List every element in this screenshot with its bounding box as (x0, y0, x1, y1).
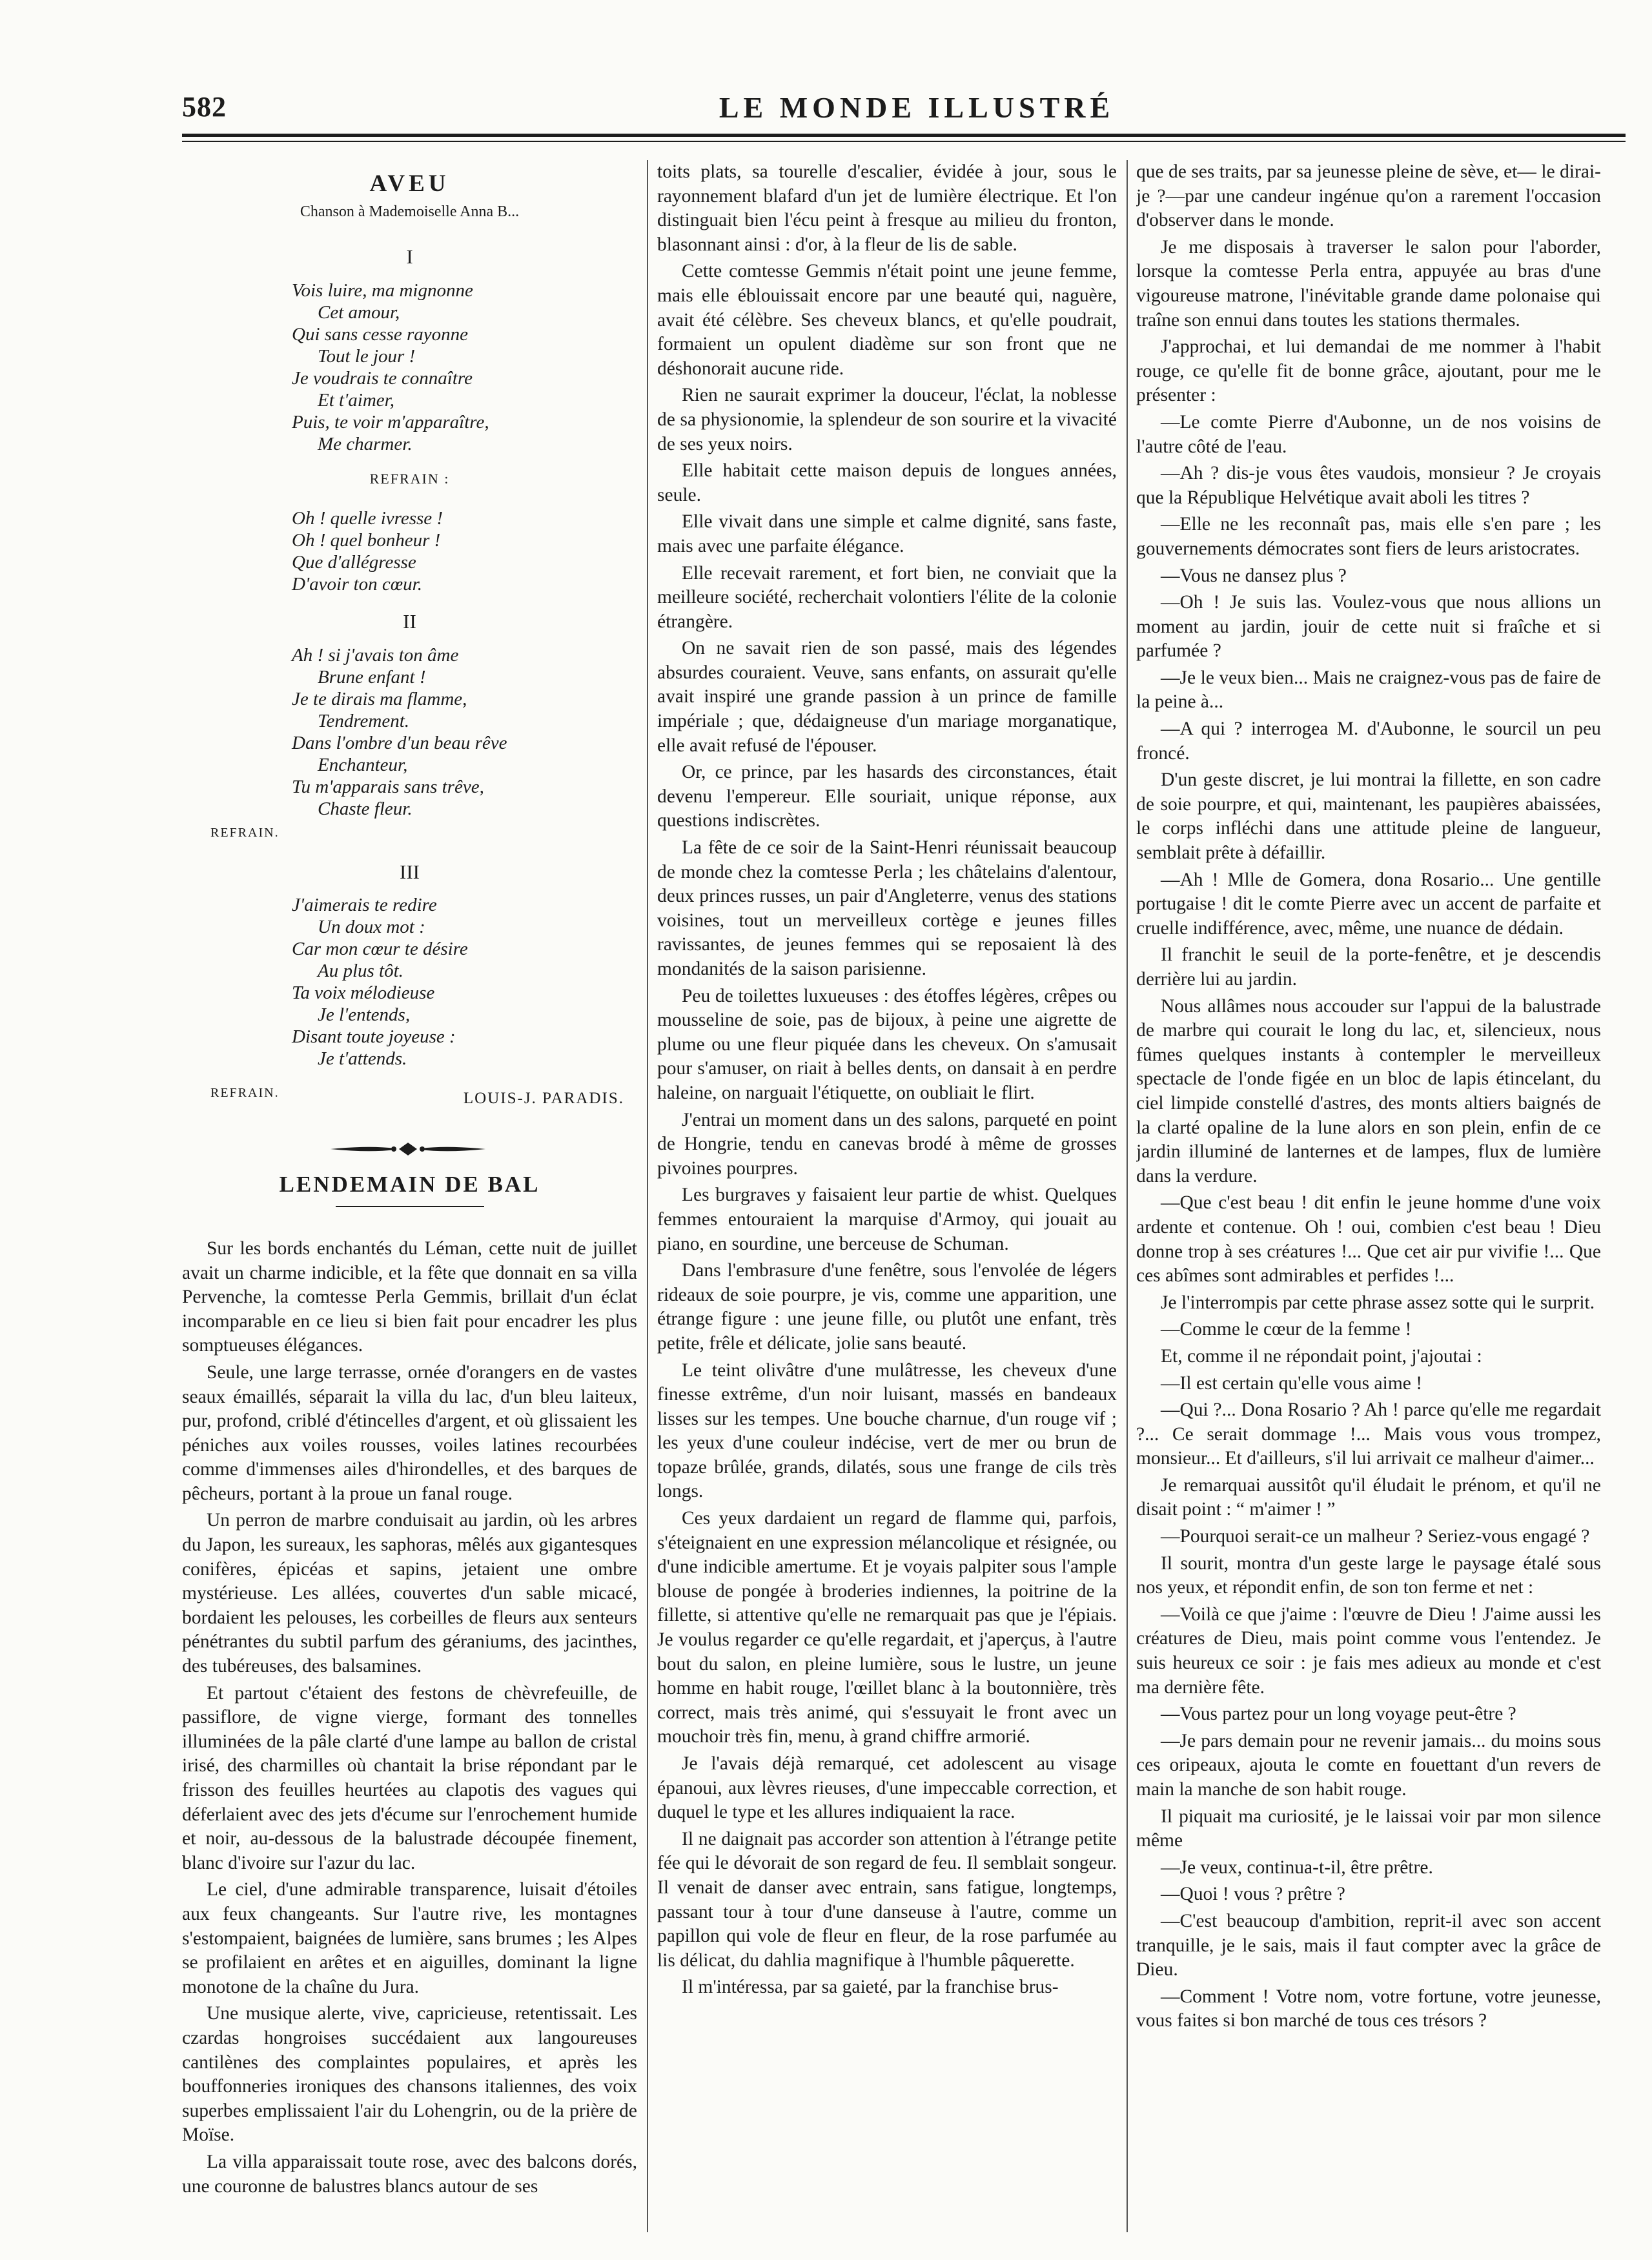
paragraph: —Vous ne dansez plus ? (1161, 565, 1347, 586)
article-body (182, 1237, 637, 2199)
article-title: LENDEMAIN DE BAL (279, 1172, 540, 1197)
verse-line: Disant toute joyeuse : (292, 1026, 456, 1048)
paragraph: —C'est beaucoup d'ambition, reprit-il avec son accent tranquille, je le sais, mais il faut compter avec la grâce de Dieu. (1136, 1910, 1601, 1980)
verse-line: Ah ! si j'avais ton âme (292, 644, 459, 666)
paragraph: que de ses traits, par sa jeunesse pleine de sève, et— le dirai-je ?—par une candeur ingénue qu'on a rarement l'occasion d'observer dans le monde. (1136, 161, 1601, 231)
paragraph: —Je veux, continua-t-il, être prêtre. (1161, 1857, 1433, 1878)
stanza-number: III (400, 860, 420, 883)
verse-line: Puis, te voir m'apparaître, (292, 411, 489, 433)
paragraph: —Je le veux bien... Mais ne craignez-vous pas de faire de la peine à... (1136, 667, 1601, 713)
verse-line: J'aimerais te redire (292, 895, 437, 916)
paragraph: Il m'intéressa, par sa gaieté, par la franchise brus- (682, 1977, 1059, 1998)
paragraph: Il franchit le seuil de la porte-fenêtre, et je descendis derrière lui au jardin. (1136, 944, 1601, 990)
paragraph: Elle vivait dans une simple et calme dignité, sans faste, mais avec une parfaite élégance. (657, 511, 1117, 556)
paragraph: Il ne daignait pas accorder son attention à l'étrange petite fée qui le dévorait de son regard de feu. Il semblait songeur. Il venait de danser avec entrain, sans fatigue, longtemps, passant tour à tour d'une danseuse à l'autre, comme un papillon qui vole de fleur en fleur, de la rose parfumée au lis délicat, du dahlia magnifique à l'humble pâquerette. (657, 1828, 1117, 1971)
column-divider (647, 160, 648, 2232)
paragraph: —Je pars demain pour ne revenir jamais... du moins sous ces oripeaux, ajouta le comte en fouettant d'un revers de main la manche de son habit rouge. (1136, 1730, 1601, 1800)
verse-line: Oh ! quelle ivresse ! (292, 508, 444, 529)
paragraph: —Vous partez pour un long voyage peut-être ? (1161, 1704, 1516, 1725)
verse-line: Me charmer. (318, 433, 413, 454)
verse-line: Qui sans cesse rayonne (292, 323, 469, 345)
verse-line: Oh ! quel bonheur ! (292, 530, 441, 551)
stanza (292, 280, 637, 455)
paragraph: J'entrai un moment dans un des salons, parqueté en point de Hongrie, tendu en canevas brodé à même de grosses pivoines pourpres. (657, 1109, 1117, 1179)
paragraph: Nous allâmes nous accouder sur l'appui de la balustrade de marbre qui courait le long du lac, et, silencieux, nous fûmes quelques instants à contempler le merveilleux spectacle de l'onde figée en un bloc de lapis étincelant, du ciel limpide constellé d'astres, des monts altiers baignés de la clarté opaline de la lune alors en son plein, enfin de ce jardin illuminé de lanternes et de lampes, flux de lumière dans la verdure. (1136, 995, 1601, 1186)
paragraph: toits plats, sa tourelle d'escalier, évidée à jour, sous le rayonnement blafard d'un jet de lumière électrique. Et l'on distinguait bien l'écu peint à fresque au milieu du fronton, blasonnant ainsi : d'or, à la fleur de lis de sable. (657, 161, 1117, 255)
paragraph: Il sourit, montra d'un geste large le paysage étalé sous nos yeux, et répondit enfin, de son ton ferme et net : (1136, 1552, 1601, 1598)
verse-line: Que d'allégresse (292, 552, 416, 573)
paragraph: Seule, une large terrasse, ornée d'orangers en de vastes seaux émaillés, séparait la villa du lac, d'un bleu laiteux, pur, profond, criblé d'étincelles d'argent, et où glissaient les péniches aux voiles rousses, voiles latines recourbées comme d'immenses ailes d'hirondelles, et des barques de pêcheurs, portant à la proue un fanal rouge. (182, 1361, 637, 1504)
paragraph: —Qui ?... Dona Rosario ? Ah ! parce qu'elle me regardait ?... Ce serait dommage !... Mais vous vous trompez, monsieur... Et d'ailleurs, s'il lui arrivait ce malheur d'aimer... (1136, 1400, 1601, 1469)
paragraph: —A qui ? interrogea M. d'Aubonne, le sourcil un peu froncé. (1136, 718, 1601, 764)
paragraph: Je l'avais déjà remarqué, cet adolescent au visage épanoui, aux lèvres rieuses, d'une impeccable correction, et duquel le type et les allures indiquaient la race. (657, 1753, 1117, 1823)
paragraph: Sur les bords enchantés du Léman, cette nuit de juillet avait un charme indicible, et la fête que donnait en sa villa Pervenche, la comtesse Perla Gemmis, brillait d'un éclat incomparable en ce lieu si bien fait pour encadrer les plus somptueuses élégances. (182, 1237, 637, 1356)
verse-line: Tout le jour ! (318, 345, 416, 367)
paragraph: —Ah ? dis-je vous êtes vaudois, monsieur ? Je croyais que la République Helvétique avait aboli les titres ? (1136, 463, 1601, 508)
paragraph: Dans l'embrasure d'une fenêtre, sous l'envolée de légers rideaux de soie pourpre, je vis, comme une apparition, une étrange figure : une jeune fille, ou plutôt une enfant, très petite, frêle et délicate, jolie sans beauté. (657, 1260, 1117, 1354)
verse-line: Tendrement. (318, 710, 410, 731)
verse-line: Un doux mot : (318, 917, 425, 938)
header-rule-thin (182, 141, 1626, 142)
ornament-divider (182, 1134, 637, 1166)
paragraph: D'un geste discret, je lui montrai la fillette, en son cadre de soie pourpre, et qui, maintenant, les paupières abaissées, le corps infléchi dans une attitude pleine de langueur, semblait prête à défaillir. (1136, 769, 1601, 864)
paragraph: Or, ce prince, par les hasards des circonstances, était devenu l'empereur. Elle souriait, unique réponse, aux questions indiscrètes. (657, 762, 1117, 831)
verse-line: Chaste fleur. (318, 798, 413, 819)
verse-line: Je te dirais ma flamme, (292, 688, 467, 709)
paragraph: —Ah ! Mlle de Gomera, dona Rosario... Une gentille portugaise ! dit le comte Pierre avec un accent de parfaite et cruelle indifférence, avec, même, une nuance de dédain. (1136, 869, 1601, 939)
paragraph: Une musique alerte, vive, capricieuse, retentissait. Les czardas hongroises succédaient aux langoureuses cantilènes des complaintes populaires, et après les bouffonneries ironiques des chansons italiennes, des voix superbes emplissaient l'air du Lohengrin, ou de la prière de Moïse. (182, 2003, 637, 2146)
refrain-label: REFRAIN. (210, 825, 280, 840)
poem-author: LOUIS-J. PARADIS. (463, 1089, 624, 1107)
paragraph: Peu de toilettes luxueuses : des étoffes légères, crêpes ou mousseline de soie, pas de bijoux, à peine une aigrette de plume ou une fleur piquée dans les cheveux. On s'amusait pour s'amuser, on riait à belles dents, on dansait à en perdre haleine, on narguait l'étiquette, on oubliait le flirt. (657, 985, 1117, 1103)
paragraph: Et partout c'étaient des festons de chèvrefeuille, de passiflore, de vigne vierge, formant des tonnelles illuminées de la pâle clarté d'une lampe au ballon de cristal irisé, des charmilles où chantait la brise répondant par le frisson des feuilles heurtées au clapotis des vagues qui déferlaient avec des jets d'écume sur l'enrochement humide et noir, au-dessous de la balustrade découpée finement, blanc d'ivoire sur l'azur du lac. (182, 1682, 637, 1873)
paragraph: —Que c'est beau ! dit enfin le jeune homme d'une voix ardente et contenue. Oh ! oui, combien c'est beau ! Dieu donne trop à ses créatures !... Que cet air pur vivifie !... Que ces abîmes sont admirables et perfides !... (1136, 1192, 1601, 1287)
verse-line: Et t'aimer, (318, 389, 394, 411)
paragraph: —Comment ! Votre nom, votre fortune, votre jeunesse, vous faites si bon marché de tous ces trésors ? (1136, 1986, 1601, 2031)
verse-line: Brune enfant ! (318, 666, 426, 687)
column-2 (657, 160, 1117, 2239)
paragraph: —Voilà ce que j'aime : l'œuvre de Dieu ! J'aime aussi les créatures de Dieu, mais point comme vous l'entendez. Je suis heureux ce soir : je fais mes adieux au monde et c'est ma dernière fête. (1136, 1603, 1601, 1698)
paragraph: —Comme le cœur de la femme ! (1161, 1319, 1412, 1340)
column-1 (182, 160, 637, 2239)
paragraph: Je me disposais à traverser le salon pour l'aborder, lorsque la comtesse Perla entra, appuyée au bras d'une vigoureuse matrone, l'inévitable grande dame polonaise qui traîne son ennui dans toutes les stations thermales. (1136, 236, 1601, 331)
paragraph: J'approchai, et lui demandai de me nommer à l'habit rouge, ce qu'elle fit de bonne grâce, ajoutant, pour me le présenter : (1136, 336, 1601, 406)
column-divider (1127, 160, 1128, 2232)
paragraph: Cette comtesse Gemmis n'était point une jeune femme, mais elle éblouissait encore par une beauté qui, naguère, avait été célèbre. Ses cheveux blancs, et qu'elle poudrait, formaient un opulent diadème sur son front que ne déshonorait aucune ride. (657, 261, 1117, 379)
journal-title: LE MONDE ILLUSTRÉ (719, 91, 1115, 124)
verse-line: Je voudrais te connaître (292, 367, 473, 389)
paragraph: —Le comte Pierre d'Aubonne, un de nos voisins de l'autre côté de l'eau. (1136, 411, 1601, 457)
ornament-icon (331, 1141, 485, 1157)
paragraph: Le ciel, d'une admirable transparence, luisait d'étoiles aux feux changeants. Sur l'autre rive, les montagnes s'estompaient, baignées de lumière, sans brumes ; les Alpes se profilaient en arêtes et en aiguilles, dominant la ligne monotone de la chaîne du Jura. (182, 1879, 637, 1997)
verse-line: Ta voix mélodieuse (292, 982, 435, 1004)
paragraph: Les burgraves y faisaient leur partie de whist. Quelques femmes entouraient la marquise d'Armoy, qui jouait au piano, en sourdine, une berceuse de Schuman. (657, 1185, 1117, 1254)
stanza-number: II (403, 610, 416, 633)
paragraph: La villa apparaissait toute rose, avec des balcons dorés, une couronne de balustres blancs autour de ses (182, 2151, 637, 2197)
paragraph: Rien ne saurait exprimer la douceur, l'éclat, la noblesse de sa physionomie, la splendeur de son sourire et la vivacité de ses yeux noirs. (657, 385, 1117, 454)
paragraph: On ne savait rien de son passé, mais des légendes absurdes couraient. Veuve, sans enfants, on assurait qu'elle avait inspiré une grande passion à un prince de famille impériale ; que, dédaigneuse d'un mariage morganatique, elle avait refusé de l'épouser. (657, 638, 1117, 756)
paragraph: Le teint olivâtre d'une mulâtresse, les cheveux d'une finesse extrême, d'un noir luisant, massés en bandeaux lisses sur les tempes. Une bouche charnue, d'un rouge vif ; les yeux d'une couleur indécise, vert de mer ou brun de topaze brûlée, grands, dilatés, sous une frange de cils très longs. (657, 1359, 1117, 1502)
verse-line: Vois luire, ma mignonne (292, 280, 473, 301)
paragraph: Elle recevait rarement, et fort bien, ne conviait que la meilleure société, recherchait volontiers l'élite de la colonie étrangère. (657, 562, 1117, 632)
paragraph: —Il est certain qu'elle vous aime ! (1161, 1372, 1423, 1394)
poem-title: AVEU (369, 170, 450, 197)
paragraph: Un perron de marbre conduisait au jardin, où les arbres du Japon, les sureaux, les saphoras, mêlés aux gigantesques conifères, épicéas et sapins, jetaient une ombre mystérieuse. Les allées, couvertes d'un sable micacé, bordaient les pelouses, les corbeilles de fleurs aux senteurs pénétrantes du subtil parfum des géraniums, des jacinthes, des tubéreuses, des balsamines. (182, 1510, 637, 1677)
paragraph: —Pourquoi serait-ce un malheur ? Seriez-vous engagé ? (1161, 1526, 1590, 1547)
paragraph: —Elle ne les reconnaît pas, mais elle s'en pare ; les gouvernements démocrates sont fiers de leurs aristocrates. (1136, 514, 1601, 559)
verse-line: D'avoir ton cœur. (292, 574, 422, 595)
paragraph: Je remarquai aussitôt qu'il éludait le prénom, et qu'il ne disait point : “ m'aimer ! ” (1136, 1474, 1601, 1520)
verse-line: Cet amour, (318, 301, 400, 323)
paragraph: —Quoi ! vous ? prêtre ? (1161, 1884, 1345, 1905)
verse-line: Car mon cœur te désire (292, 939, 468, 960)
refrain (292, 507, 637, 595)
paragraph: Elle habitait cette maison depuis de longues années, seule. (657, 460, 1117, 505)
title-underline (336, 1206, 484, 1207)
verse-line: Au plus tôt. (318, 961, 403, 982)
paragraph: Je l'interrompis par cette phrase assez sotte qui le surprit. (1161, 1292, 1595, 1313)
column-3 (1136, 160, 1601, 2239)
verse-line: Je l'entends, (318, 1004, 411, 1026)
paragraph: Il piquait ma curiosité, je le laissai voir par mon silence même (1136, 1806, 1601, 1851)
stanza-number: I (406, 245, 413, 269)
stanza (292, 644, 637, 820)
paragraph: Et, comme il ne répondait point, j'ajoutai : (1161, 1345, 1482, 1367)
refrain-label: REFRAIN. (210, 1086, 280, 1101)
paragraph: Ces yeux dardaient un regard de flamme qui, parfois, s'éteignaient en une expression mélancolique et résignée, ou d'une indicible amertume. Et je voyais palpiter sous l'ample blouse de pongée à broderies indiennes, la poitrine de la fillette, si attentive qu'elle ne remarquait pas que je l'épiais. Je voulus regarder ce qu'elle regardait, et j'aperçus, à l'autre bout du salon, en pleine lumière, sous le lustre, un jeune homme en habit rouge, l'œillet blanc à la boutonnière, très correct, mais très animé, qui s'essuyait le front avec un mouchoir très fin, menu, à grand chiffre armorié. (657, 1508, 1117, 1747)
verse-line: Enchanteur, (318, 754, 408, 775)
stanza (292, 894, 637, 1070)
header-rule-thick (182, 134, 1626, 137)
verse-line: Tu m'apparais sans trêve, (292, 776, 484, 797)
page-number: 582 (182, 91, 227, 123)
refrain-heading: REFRAIN : (369, 470, 450, 487)
verse-line: Je t'attends. (318, 1048, 407, 1070)
verse-line: Dans l'ombre d'un beau rêve (292, 732, 507, 753)
paragraph: La fête de ce soir de la Saint-Henri réunissait beaucoup de monde chez la comtesse Perla ; les châtelains d'alentour, deux princes russes, un pair d'Angleterre, venus des stations voisines, tout un merveilleux cortège e jeunes filles ravissantes, de jeunes femmes qui se reposaient là des mondanités de la saison parisienne. (657, 837, 1117, 979)
paragraph: —Oh ! Je suis las. Voulez-vous que nous allions un moment au jardin, jouir de cette nuit si fraîche et si parfumée ? (1136, 592, 1601, 662)
poem-dedication: Chanson à Mademoiselle Anna B... (300, 203, 520, 220)
